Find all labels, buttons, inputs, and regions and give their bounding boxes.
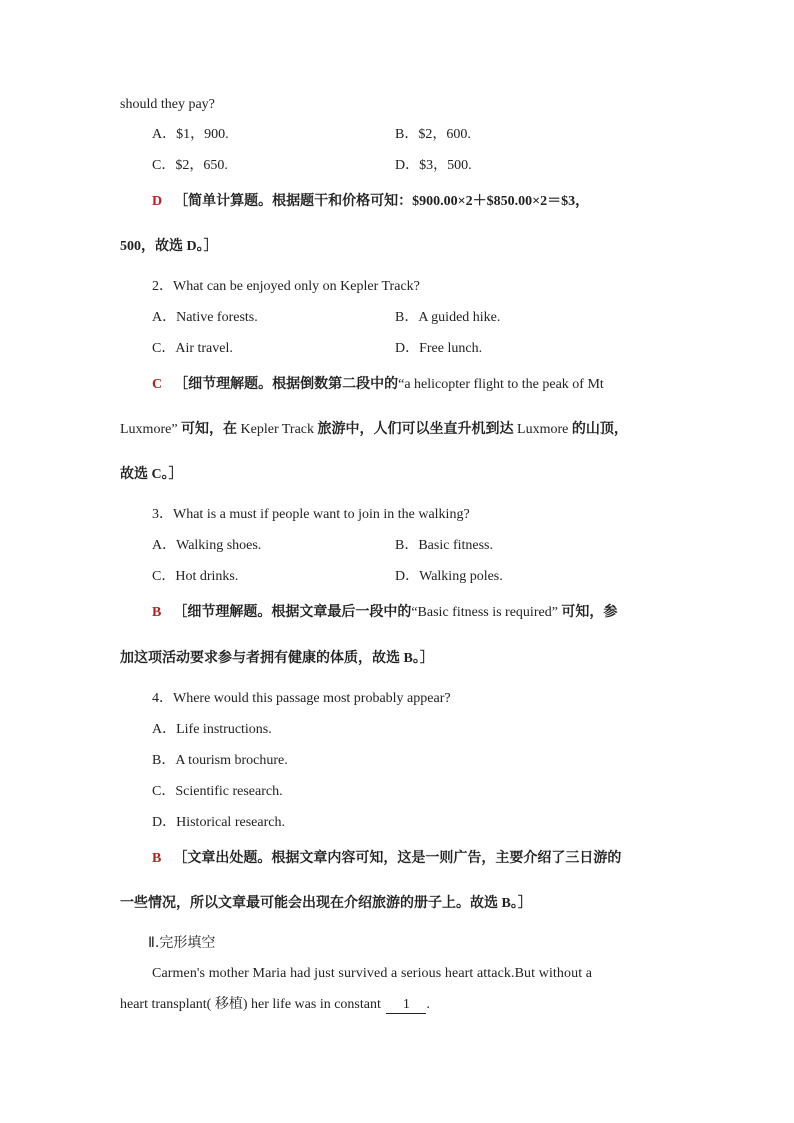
q1-option-a: A．$1，900. xyxy=(152,127,229,142)
q3-explanation-line1-c: 可知，参 xyxy=(557,605,618,620)
cloze-para-line2 xyxy=(120,996,430,1014)
q4-stem: 4．Where would this passage most probably appear? xyxy=(152,691,451,706)
q4-explanation-line1: ［文章出处题。根据文章内容可知，这是一则广告，主要介绍了三日游的 xyxy=(173,851,622,866)
q4-option-d: D．Historical research. xyxy=(152,815,285,830)
q3-explanation-line1-a: ［细节理解题。根据文章最后一段中的 xyxy=(173,605,412,620)
q2-option-b: B．A guided hike. xyxy=(395,310,501,325)
q1-answer: D xyxy=(152,194,163,209)
q2-explanation-line3: 故选 C。］ xyxy=(120,467,183,482)
q2-option-c: C．Air travel. xyxy=(152,341,233,356)
q4-option-b: B．A tourism brochure. xyxy=(152,753,288,768)
q3-option-b: B．Basic fitness. xyxy=(395,538,493,553)
q1-explanation-line2: 500，故选 D。］ xyxy=(120,239,218,254)
q2-explanation-line2-f: 的山顶， xyxy=(568,422,628,437)
cloze-para-line1: Carmen's mother Maria had just survived a serious heart attack.But without a xyxy=(152,966,593,981)
q3-explanation-line1-b: “Basic fitness is required” xyxy=(411,605,558,620)
q2-option-a: A．Native forests. xyxy=(152,310,258,325)
q3-explanation-line2: 加这项活动要求参与者拥有健康的体质，故选 B。］ xyxy=(120,651,434,666)
section-title: Ⅱ.完形填空 xyxy=(148,935,216,951)
q3-explanation xyxy=(152,604,617,622)
q2-explanation-line2-c: Kepler Track xyxy=(240,422,315,437)
q3-option-c: C．Hot drinks. xyxy=(152,569,239,584)
q4-option-a: A．Life instructions. xyxy=(152,722,272,737)
q1-explanation xyxy=(152,193,589,211)
q2-explanation-line2-e: Luxmore xyxy=(517,422,569,437)
q4-explanation-line2: 一些情况，所以文章最可能会出现在介绍旅游的册子上。故选 B。］ xyxy=(120,896,532,911)
cloze-blank-1: 1 xyxy=(386,997,426,1014)
q1-explanation-line1: ［简单计算题。根据题干和价格可知：$900.00×2＋$850.00×2＝$3， xyxy=(174,194,590,209)
q1-stem-tail: should they pay? xyxy=(120,97,215,112)
q1-option-c: C．$2，650. xyxy=(152,158,228,173)
q2-explanation-line1-b: “a helicopter flight to the peak of Mt xyxy=(398,377,604,392)
q1-option-b: B．$2，600. xyxy=(395,127,471,142)
q2-explanation xyxy=(152,376,604,394)
q4-explanation xyxy=(152,850,621,868)
cloze-para-line2-text: heart transplant( 移植) her life was in constant xyxy=(120,997,381,1012)
q3-option-a: A．Walking shoes. xyxy=(152,538,262,553)
q2-explanation-line2 xyxy=(120,421,628,439)
q2-explanation-line2-b: 可知，在 xyxy=(177,422,241,437)
q2-explanation-line2-a: Luxmore” xyxy=(120,422,178,437)
q2-explanation-line2-d: 旅游中，人们可以坐直升机到达 xyxy=(314,422,518,437)
q3-answer: B xyxy=(152,605,162,620)
q3-stem: 3．What is a must if people want to join in the walking? xyxy=(152,507,470,522)
cloze-para-line2-end: . xyxy=(426,997,430,1012)
q1-option-d: D．$3，500. xyxy=(395,158,472,173)
q4-option-c: C．Scientific research. xyxy=(152,784,283,799)
q2-option-d: D．Free lunch. xyxy=(395,341,483,356)
q4-answer: B xyxy=(152,851,162,866)
q2-answer: C xyxy=(152,377,163,392)
q2-explanation-line1-a: ［细节理解题。根据倒数第二段中的 xyxy=(174,377,399,392)
q2-stem: 2．What can be enjoyed only on Kepler Track? xyxy=(152,279,420,294)
q3-option-d: D．Walking poles. xyxy=(395,569,503,584)
